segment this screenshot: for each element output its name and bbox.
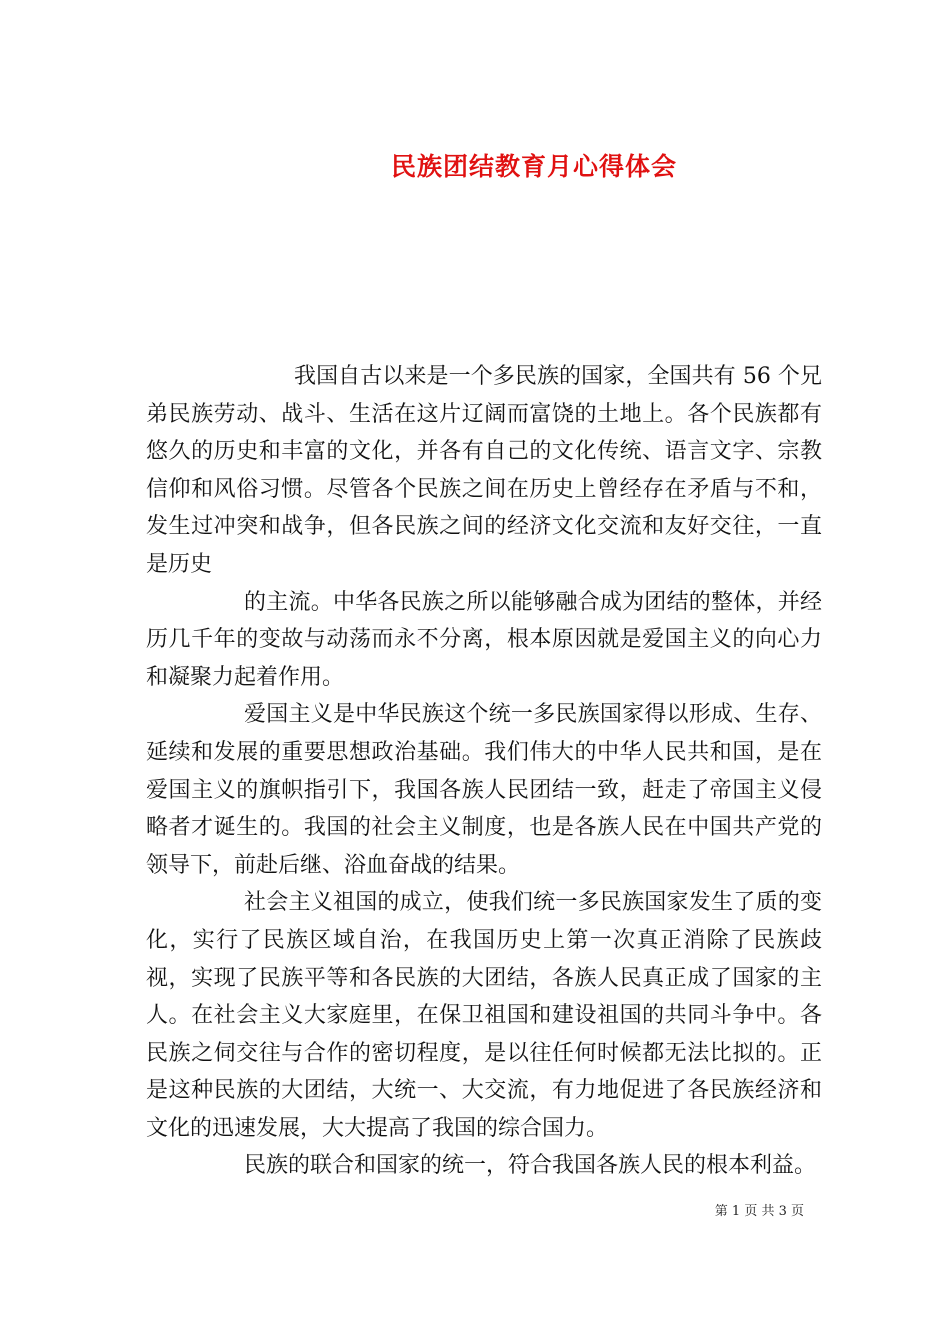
paragraph-5: 民族的联合和国家的统一，符合我国各族人民的根本利益。 bbox=[244, 1153, 817, 1179]
paragraph-2: 的主流。中华各民族之所以能够融合成为团结的整体，并经历几千年的变故与动荡而永不分离，根本原因就是爱国主义的向心力和凝聚力起着作用。 bbox=[146, 589, 822, 690]
document-body bbox=[146, 358, 822, 1185]
paragraph-3: 爱国主义是中华民族这个统一多民族国家得以形成、生存、延续和发展的重要思想政治基础。我们伟大的中华人民共和国，是在爱国主义的旗帜指引下，我国各族人民团结一致，赶走了帝国主义侵略者才诞生的。我国的社会主义制度，也是各族人民在中国共产党的领导下，前赴后继、浴血奋战的结果。 bbox=[146, 702, 822, 878]
page-number: 第 1 页 共 3 页 bbox=[714, 1204, 804, 1219]
document-title: 民族团结教育月心得体会 bbox=[390, 151, 677, 181]
paragraph-1: 我国自古以来是一个多民族的国家，全国共有 56 个兄弟民族劳动、战斗、生活在这片辽阔而富饶的土地上。各个民族都有悠久的历史和丰富的文化，并各有自己的文化传统、语言文字、宗教信仰和风俗习惯。尽管各个民族之间在历史上曾经存在矛盾与不和，发生过冲突和战争，但各民族之间的经济文化交流和友好交往，一直是历史 bbox=[146, 364, 822, 577]
paragraph-4: 社会主义祖国的成立，使我们统一多民族国家发生了质的变化，实行了民族区域自治，在我国历史上第一次真正消除了民族歧视，实现了民族平等和各民族的大团结，各族人民真正成了国家的主人。在社会主义大家庭里，在保卫祖国和建设祖国的共同斗争中。各民族之伺交往与合作的密切程度，是以往任何时候都无法比拟的。正是这种民族的大团结，大统一、大交流，有力地促进了各民族经济和文化的迅速发展，大大提高了我国的综合国力。 bbox=[146, 890, 822, 1141]
